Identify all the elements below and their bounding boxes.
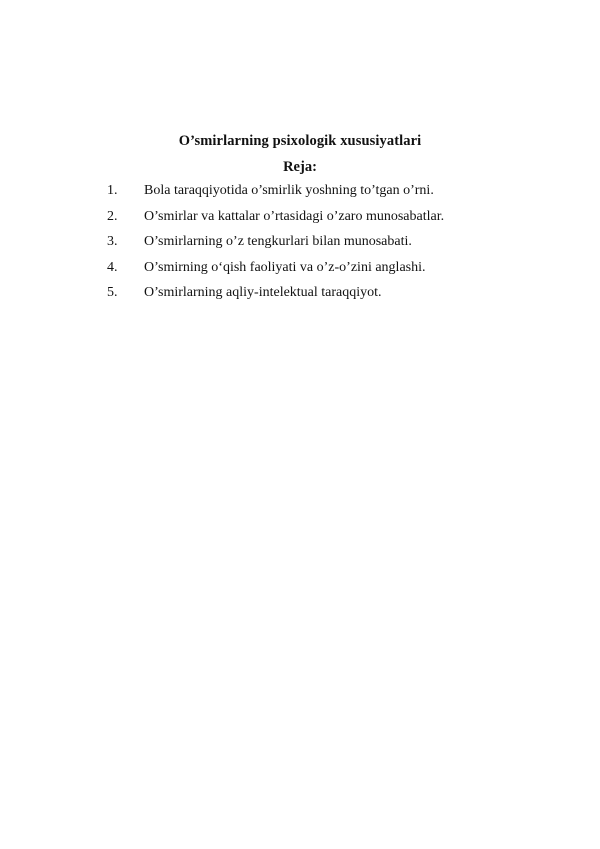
plan-item-number: 4.: [107, 259, 118, 275]
plan-item-2: [0, 207, 600, 233]
plan-item-text: O’smirlarning o’z tengkurlari bilan munosabati.: [144, 234, 412, 249]
plan-item-number: 3.: [107, 234, 118, 249]
plan-item-number: 2.: [107, 208, 118, 224]
plan-item-number: 5.: [107, 285, 118, 300]
plan-item-1: [0, 181, 600, 207]
plan-item-text: O’smirning o‘qish faoliyati va o’z-o’zini anglashi.: [144, 259, 426, 275]
plan-item-3: [0, 232, 600, 258]
plan-heading: Reja:: [283, 159, 317, 175]
plan-item-4: [0, 258, 600, 284]
document-title: O’smirlarning psixologik xususiyatlari: [178, 133, 422, 149]
plan-item-5: [0, 283, 600, 309]
plan-item-text: O’smirlar va kattalar o’rtasidagi o’zaro munosabatlar.: [144, 208, 445, 224]
plan-item-text: Bola taraqqiyotida o’smirlik yoshning to’tgan o’rni.: [144, 183, 434, 198]
plan-list: [0, 181, 600, 309]
plan-item-text: O’smirlarning aqliy-intelektual taraqqiyot.: [144, 285, 382, 300]
plan-item-number: 1.: [107, 183, 118, 198]
